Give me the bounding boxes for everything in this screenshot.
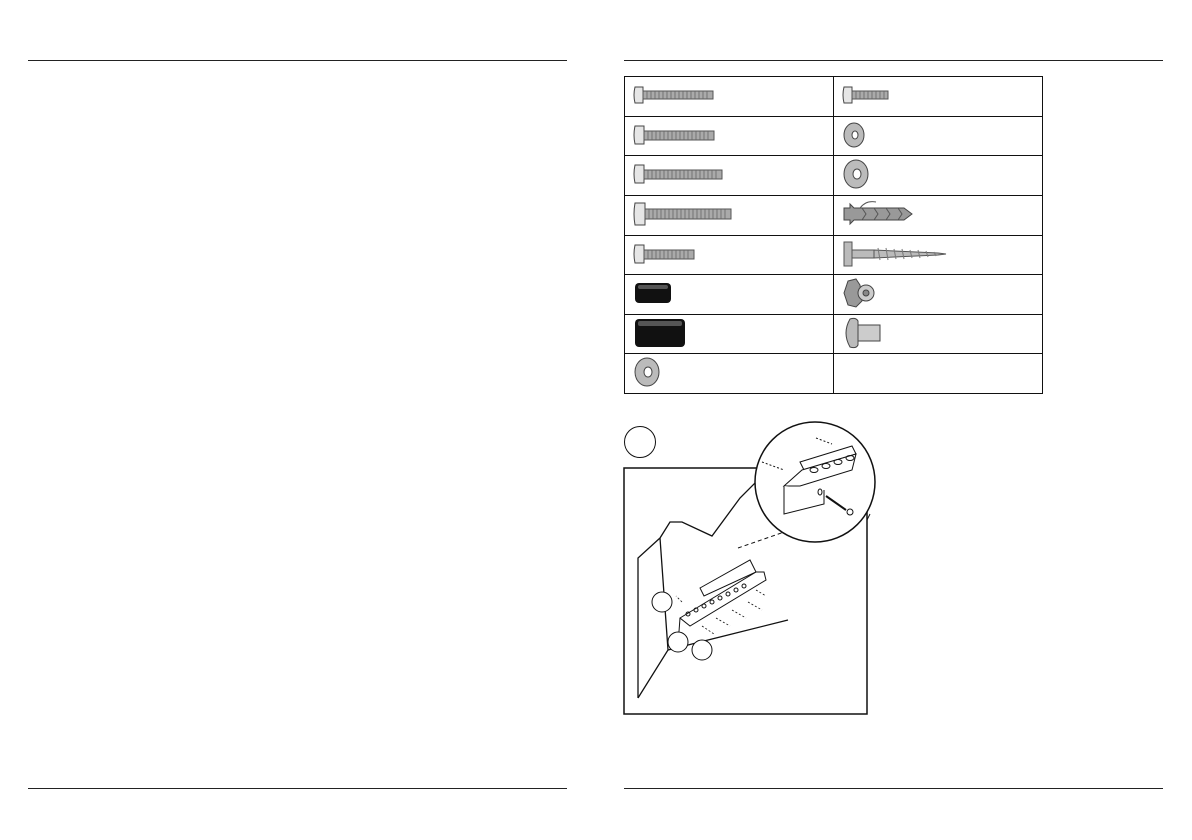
mounting-bracket xyxy=(678,530,790,645)
assembly-illustration xyxy=(620,420,880,720)
part-cell xyxy=(834,116,1043,156)
part-cell xyxy=(834,156,1043,196)
empty-part-cell xyxy=(834,354,1043,394)
part-cell xyxy=(834,77,1043,117)
part-cell xyxy=(625,77,834,117)
callout-circle xyxy=(692,640,712,660)
machine-screw-icon xyxy=(842,77,962,114)
machine-screw-icon xyxy=(633,77,753,114)
part-cell xyxy=(625,354,834,394)
washer-icon xyxy=(842,117,962,154)
machine-screw-icon xyxy=(633,156,753,193)
part-cell xyxy=(625,116,834,156)
detail-magnifier xyxy=(755,422,875,542)
part-cell xyxy=(834,314,1043,354)
washer-icon xyxy=(842,156,962,193)
machine-screw-icon xyxy=(633,117,753,154)
lag-bolt-icon xyxy=(842,236,962,273)
machine-screw-icon xyxy=(633,236,753,273)
top-right-rule xyxy=(624,60,1163,61)
knob-icon xyxy=(842,275,962,312)
bottom-right-rule xyxy=(624,788,1163,789)
part-cell xyxy=(625,314,834,354)
parts-table xyxy=(624,76,1043,394)
wall-anchor-icon xyxy=(842,196,962,233)
spacer-small-icon xyxy=(633,275,753,312)
top-left-rule xyxy=(28,60,567,61)
part-cell xyxy=(625,235,834,275)
part-cell xyxy=(625,275,834,315)
spacer-large-icon xyxy=(633,315,753,352)
part-cell xyxy=(625,195,834,235)
callout-circle xyxy=(652,592,672,612)
part-cell xyxy=(834,195,1043,235)
machine-screw-icon xyxy=(633,196,753,233)
part-cell xyxy=(834,235,1043,275)
part-cell xyxy=(834,275,1043,315)
bottom-left-rule xyxy=(28,788,567,789)
callout-circle xyxy=(668,632,688,652)
callout-circles xyxy=(652,592,712,660)
part-cell xyxy=(625,156,834,196)
cap-icon xyxy=(842,315,962,352)
washer-icon xyxy=(633,354,753,391)
